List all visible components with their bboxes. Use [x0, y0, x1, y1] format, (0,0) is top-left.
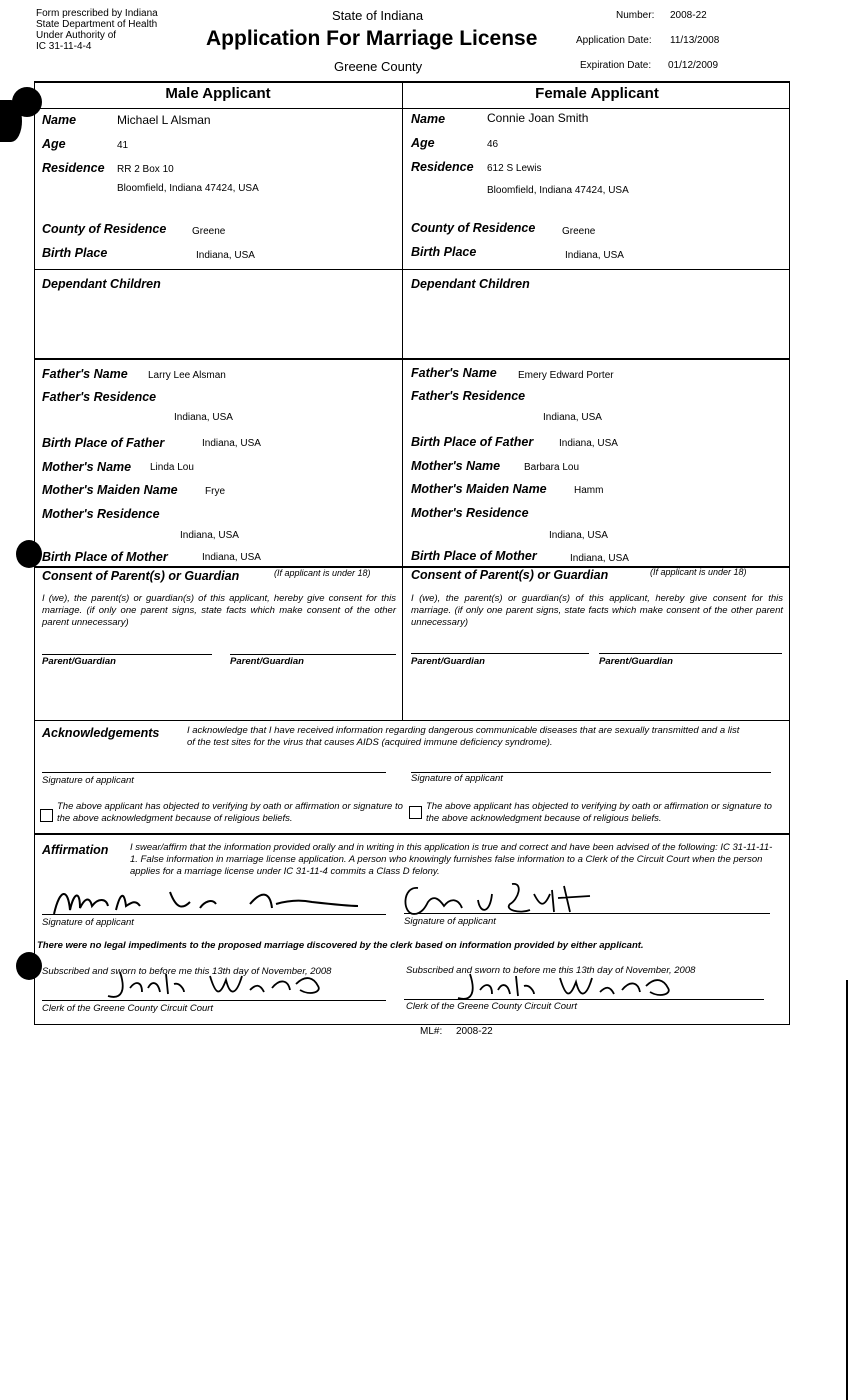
- birth-place-label: Birth Place: [411, 245, 477, 259]
- fathers-residence-label: Father's Residence: [411, 389, 526, 403]
- county-name: Greene County: [334, 59, 423, 74]
- prescribed-block: [36, 8, 158, 52]
- parent-guardian-label: Parent/Guardian: [599, 656, 673, 667]
- male-birth-place-of-father: Indiana, USA: [202, 438, 261, 449]
- female-mothers-name: Barbara Lou: [524, 462, 580, 473]
- parent-guardian-label: Parent/Guardian: [230, 656, 304, 667]
- signature-line: [404, 913, 770, 914]
- male-name: Michael L Alsman: [117, 113, 211, 127]
- female-mothers-maiden-name: Hamm: [574, 485, 604, 496]
- fathers-residence-label: Father's Residence: [42, 390, 157, 404]
- clerk-label: Clerk of the Greene County Circuit Court: [42, 1003, 214, 1014]
- app-date-value: 11/13/2008: [670, 35, 720, 46]
- impediments-statement: There were no legal impediments to the proposed marriage discovered by the clerk based on information provided by either applicant.: [37, 940, 644, 951]
- residence-label: Residence: [42, 161, 105, 175]
- age-label: Age: [42, 137, 66, 151]
- county-label: County of Residence: [411, 221, 536, 235]
- county-label: County of Residence: [42, 222, 167, 236]
- female-mothers-residence: Indiana, USA: [549, 530, 608, 541]
- objection-text: The above applicant has objected to verifying by oath or affirmation or signature to the above acknowledgment because of religious beliefs.: [426, 801, 772, 824]
- objection-text: The above applicant has objected to verifying by oath or affirmation or signature to the above acknowledgment because of religious beliefs.: [57, 801, 403, 824]
- consent-text: I (we), the parent(s) or guardian(s) of this applicant, hereby give consent for this marriage. (if only one parent signs, state facts which make consent of the other parent unnecessary): [42, 593, 396, 628]
- female-birth-place: Indiana, USA: [565, 250, 624, 261]
- signature-line: [42, 772, 386, 773]
- name-label: Name: [411, 112, 446, 126]
- exp-date-label: Expiration Date:: [580, 60, 652, 71]
- signature-line: [599, 653, 782, 654]
- center-divider: [402, 81, 403, 720]
- mothers-residence-label: Mother's Residence: [411, 506, 529, 520]
- form-title: Application For Marriage License: [206, 27, 538, 50]
- female-heading: Female Applicant: [535, 85, 659, 102]
- page-edge: [846, 980, 848, 1400]
- consent-note: (If applicant is under 18): [274, 568, 371, 578]
- male-county: Greene: [192, 226, 226, 237]
- parent-guardian-label: Parent/Guardian: [42, 656, 116, 667]
- ml-value: 2008-22: [456, 1026, 493, 1037]
- male-birth-place-of-mother: Indiana, USA: [202, 552, 261, 563]
- rule: [34, 833, 790, 835]
- male-residence-line1: RR 2 Box 10: [117, 164, 174, 175]
- mothers-name-label: Mother's Name: [411, 459, 501, 473]
- rule: [34, 269, 790, 270]
- signature-line: [230, 654, 396, 655]
- male-mothers-maiden-name: Frye: [205, 486, 225, 497]
- birth-place-of-mother-label: Birth Place of Mother: [411, 549, 537, 563]
- signature-of-applicant-label: Signature of applicant: [411, 773, 503, 784]
- top-rule: [34, 81, 790, 83]
- female-fathers-residence: Indiana, USA: [543, 412, 602, 423]
- age-label: Age: [411, 136, 435, 150]
- signature-line: [42, 654, 212, 655]
- parent-guardian-label: Parent/Guardian: [411, 656, 485, 667]
- consent-note: (If applicant is under 18): [650, 567, 747, 577]
- ml-label: ML#:: [420, 1026, 443, 1037]
- female-age: 46: [487, 139, 499, 150]
- acknowledgements-label: Acknowledgements: [42, 726, 160, 740]
- clerk-signature: [100, 966, 330, 1002]
- mothers-name-label: Mother's Name: [42, 460, 132, 474]
- consent-text: I (we), the parent(s) or guardian(s) of this applicant, hereby give consent for this marriage. (if only one parent signs, state facts which make consent of the other parent unnecessary): [411, 593, 783, 628]
- male-mothers-residence: Indiana, USA: [180, 530, 239, 541]
- signature-of-applicant-label: Signature of applicant: [404, 916, 496, 927]
- affirmation-label: Affirmation: [42, 843, 109, 857]
- acknowledgements-text: I acknowledge that I have received information regarding dangerous communicable diseases that are sexually transmitted and a list of the test sites for the virus that causes AIDS (acquired immune deficiency syndrome).: [187, 725, 740, 748]
- signature-line: [42, 1000, 386, 1001]
- dependant-children-label: Dependant Children: [411, 277, 530, 291]
- mothers-residence-label: Mother's Residence: [42, 507, 160, 521]
- birth-place-of-father-label: Birth Place of Father: [42, 436, 165, 450]
- male-birth-place: Indiana, USA: [196, 250, 255, 261]
- consent-label: Consent of Parent(s) or Guardian: [42, 569, 240, 583]
- prescribed-line: Under Authority of: [36, 30, 117, 41]
- birth-place-of-mother-label: Birth Place of Mother: [42, 550, 168, 564]
- rule: [34, 108, 790, 109]
- female-residence-line2: Bloomfield, Indiana 47424, USA: [487, 185, 629, 196]
- rule: [34, 720, 790, 721]
- female-county: Greene: [562, 226, 596, 237]
- sworn-statement: Subscribed and sworn to before me this 13th day of November, 2008: [406, 965, 696, 976]
- affirmation-text: I swear/affirm that the information provided orally and in writing in this application is true and correct and have been advised of the following: IC 31-11-11-1. False information in marriage license application. A person who knowingly furnishes false information to a Clerk of the Circuit Court when the person applies for a marriage license under IC 31-11-4 commits a Class D felony.: [130, 842, 773, 877]
- fathers-name-label: Father's Name: [411, 366, 497, 380]
- state-name: State of Indiana: [332, 8, 424, 23]
- male-fathers-residence: Indiana, USA: [174, 412, 233, 423]
- female-birth-place-of-mother: Indiana, USA: [570, 553, 629, 564]
- signature-line: [411, 653, 589, 654]
- signature-line: [42, 914, 386, 915]
- app-date-label: Application Date:: [576, 35, 652, 46]
- clerk-label: Clerk of the Greene County Circuit Court: [406, 1001, 578, 1012]
- punch-hole-mark: [16, 952, 42, 980]
- mothers-maiden-name-label: Mother's Maiden Name: [411, 482, 547, 496]
- prescribed-line: State Department of Health: [36, 19, 158, 30]
- prescribed-line: Form prescribed by Indiana: [36, 8, 158, 19]
- punch-hole-mark: [0, 100, 22, 142]
- birth-place-of-father-label: Birth Place of Father: [411, 435, 534, 449]
- exp-date-value: 01/12/2009: [668, 60, 719, 71]
- number-label: Number:: [616, 10, 655, 21]
- signature-of-applicant-label: Signature of applicant: [42, 775, 134, 786]
- male-residence-line2: Bloomfield, Indiana 47424, USA: [117, 183, 259, 194]
- religious-objection-checkbox[interactable]: [40, 809, 53, 822]
- male-age: 41: [117, 140, 129, 151]
- female-signature: [400, 880, 600, 920]
- male-fathers-name: Larry Lee Alsman: [148, 370, 226, 381]
- sworn-statement: Subscribed and sworn to before me this 13th day of November, 2008: [42, 966, 332, 977]
- consent-label: Consent of Parent(s) or Guardian: [411, 568, 609, 582]
- female-residence-line1: 612 S Lewis: [487, 163, 542, 174]
- male-mothers-name: Linda Lou: [150, 462, 194, 473]
- dependant-children-label: Dependant Children: [42, 277, 161, 291]
- name-label: Name: [42, 113, 77, 127]
- birth-place-label: Birth Place: [42, 246, 108, 260]
- prescribed-line: IC 31-11-4-4: [36, 41, 92, 52]
- male-heading: Male Applicant: [165, 85, 271, 102]
- female-fathers-name: Emery Edward Porter: [518, 370, 614, 381]
- signature-line: [404, 999, 764, 1000]
- religious-objection-checkbox[interactable]: [409, 806, 422, 819]
- rule: [34, 358, 790, 360]
- female-birth-place-of-father: Indiana, USA: [559, 438, 618, 449]
- mothers-maiden-name-label: Mother's Maiden Name: [42, 483, 178, 497]
- punch-hole-mark: [16, 540, 42, 568]
- number-value: 2008-22: [670, 10, 707, 21]
- signature-of-applicant-label: Signature of applicant: [42, 917, 134, 928]
- fathers-name-label: Father's Name: [42, 367, 128, 381]
- residence-label: Residence: [411, 160, 474, 174]
- female-name: Connie Joan Smith: [487, 111, 589, 125]
